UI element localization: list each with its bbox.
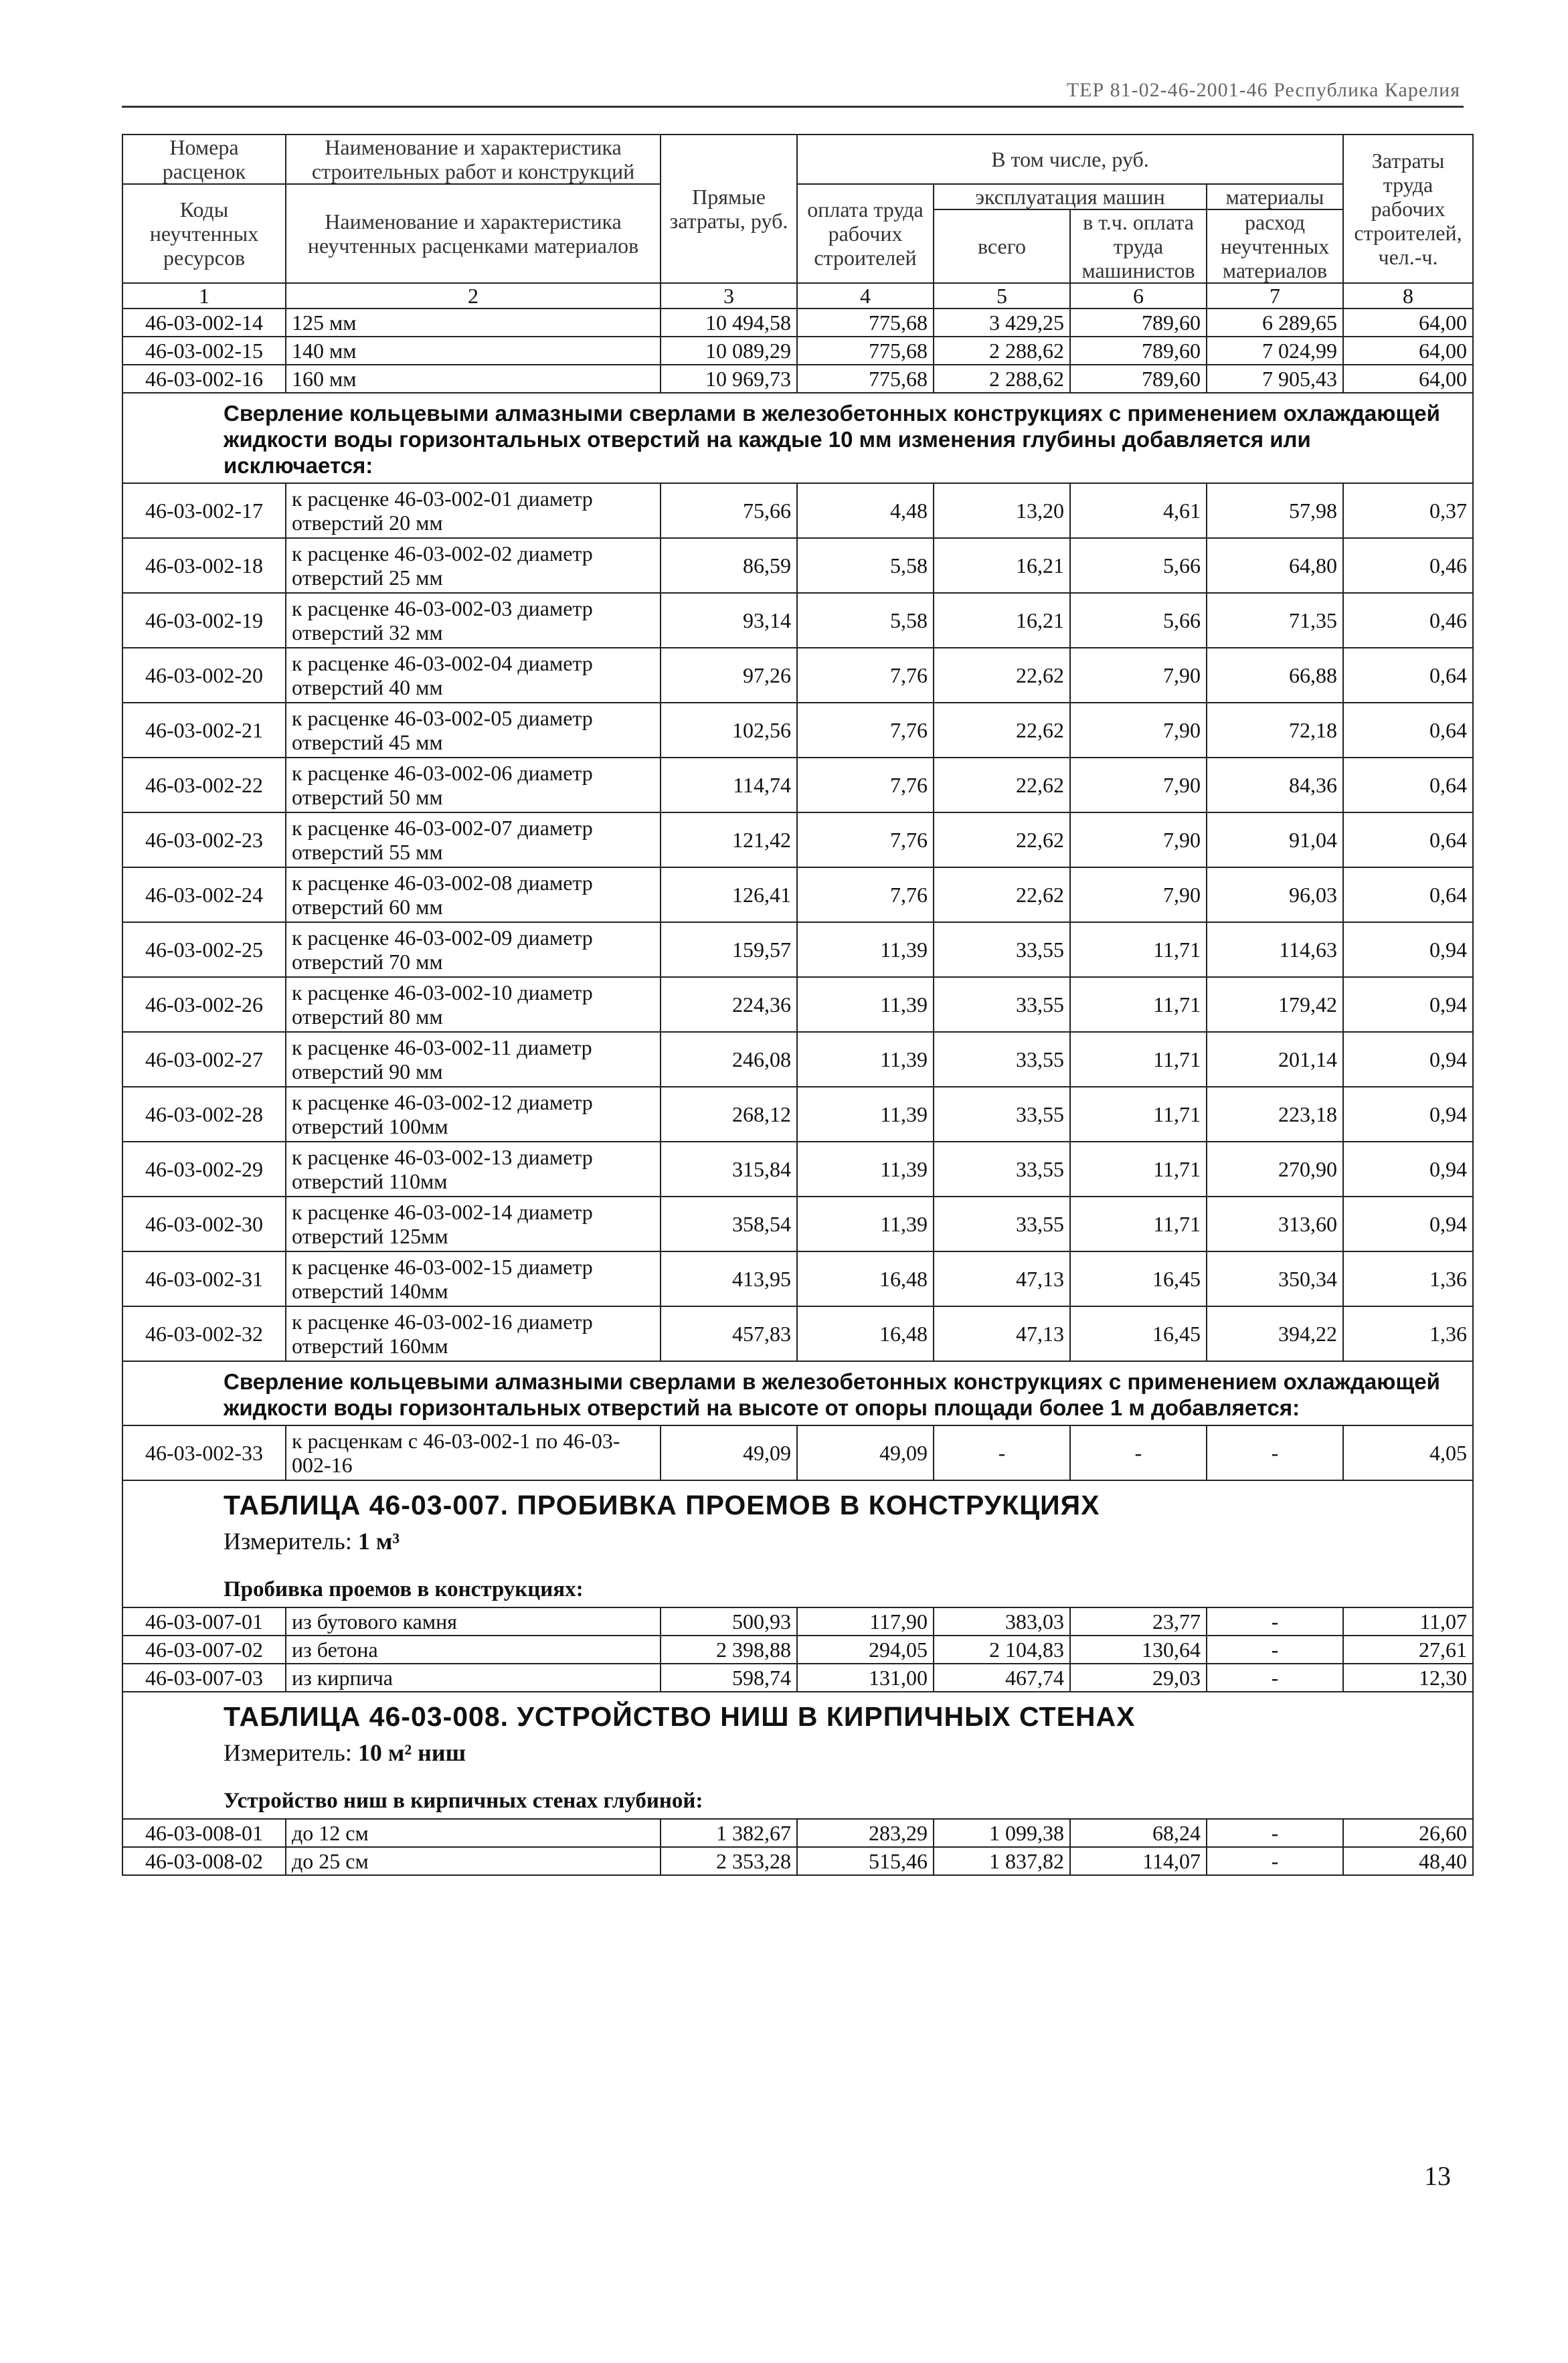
cell-code: 46-03-002-15: [122, 337, 286, 365]
cell-hours: 0,46: [1343, 593, 1473, 648]
cell-mach-labor: 23,77: [1070, 1607, 1207, 1636]
cell-name: к расценкам с 46-03-002-1 по 46-03-002-16: [286, 1425, 661, 1480]
cell-mach: 33,55: [934, 1142, 1070, 1197]
table-7-heading: [122, 1480, 1473, 1607]
cell-direct: 246,08: [661, 1032, 797, 1087]
cell-mat: -: [1207, 1819, 1343, 1847]
cell-name: из бутового камня: [286, 1607, 661, 1636]
table-8-unit: Измеритель: 10 м² ниш: [224, 1739, 466, 1766]
cell-mach: 2 288,62: [934, 337, 1070, 365]
table-row: [122, 922, 1473, 977]
table-row: [122, 309, 1473, 337]
cell-mach: 22,62: [934, 758, 1070, 812]
cell-hours: 0,64: [1343, 758, 1473, 812]
table-row: [122, 1847, 1473, 1875]
cell-labor: 775,68: [797, 309, 934, 337]
cell-labor: 4,48: [797, 483, 934, 538]
cell-direct: 126,41: [661, 867, 797, 922]
cell-mach-labor: 789,60: [1070, 309, 1207, 337]
cell-hours: 0,64: [1343, 867, 1473, 922]
cell-name: к расценке 46-03-002-07 диаметр отверстий 55 мм: [286, 812, 661, 867]
cell-code: 46-03-008-01: [122, 1819, 286, 1847]
cell-mach: 16,21: [934, 593, 1070, 648]
table-row: [122, 1664, 1473, 1692]
cell-mat: 64,80: [1207, 538, 1343, 593]
cell-direct: 268,12: [661, 1087, 797, 1142]
cell-mach: 16,21: [934, 538, 1070, 593]
cell-mat: 114,63: [1207, 922, 1343, 977]
table-8-title: ТАБЛИЦА 46-03-008. УСТРОЙСТВО НИШ В КИРПИЧНЫХ СТЕНАХ: [224, 1701, 1136, 1732]
cell-mach-labor: 130,64: [1070, 1636, 1207, 1664]
cell-mat: -: [1207, 1607, 1343, 1636]
cell-hours: 0,94: [1343, 922, 1473, 977]
cell-name: 160 мм: [286, 365, 661, 393]
cell-mat: 66,88: [1207, 648, 1343, 703]
cell-mach-labor: 7,90: [1070, 867, 1207, 922]
column-number: 6: [1070, 283, 1207, 309]
cell-direct: 457,83: [661, 1306, 797, 1361]
cell-mach-labor: 789,60: [1070, 337, 1207, 365]
cell-code: 46-03-002-16: [122, 365, 286, 393]
cell-hours: 64,00: [1343, 365, 1473, 393]
cell-mach: 2 288,62: [934, 365, 1070, 393]
cell-labor: 11,39: [797, 922, 934, 977]
cell-direct: 86,59: [661, 538, 797, 593]
cell-name: к расценке 46-03-002-15 диаметр отверстий 140мм: [286, 1251, 661, 1306]
cell-mat: 179,42: [1207, 977, 1343, 1032]
cell-mach: 1 099,38: [934, 1819, 1070, 1847]
cell-hours: 0,64: [1343, 703, 1473, 758]
cell-mach: 383,03: [934, 1607, 1070, 1636]
cell-mat: 71,35: [1207, 593, 1343, 648]
cell-mach-labor: 7,90: [1070, 648, 1207, 703]
cell-direct: 315,84: [661, 1142, 797, 1197]
cell-labor: 11,39: [797, 1032, 934, 1087]
cell-hours: 48,40: [1343, 1847, 1473, 1875]
table-row: [122, 1142, 1473, 1197]
table-8-heading: [122, 1692, 1473, 1819]
cell-hours: 0,94: [1343, 1142, 1473, 1197]
cell-code: 46-03-002-26: [122, 977, 286, 1032]
cell-direct: 10 089,29: [661, 337, 797, 365]
column-number: 5: [934, 283, 1070, 309]
column-number: 4: [797, 283, 934, 309]
cell-labor: 7,76: [797, 703, 934, 758]
cell-mat: 57,98: [1207, 483, 1343, 538]
cell-direct: 2 398,88: [661, 1636, 797, 1664]
cell-code: 46-03-002-32: [122, 1306, 286, 1361]
cell-mach: 22,62: [934, 867, 1070, 922]
cell-mach: 33,55: [934, 1032, 1070, 1087]
cell-mach: 22,62: [934, 703, 1070, 758]
cell-direct: 1 382,67: [661, 1819, 797, 1847]
cell-name: к расценке 46-03-002-05 диаметр отверстий 45 мм: [286, 703, 661, 758]
cell-mach-labor: 7,90: [1070, 812, 1207, 867]
table-row: [122, 1087, 1473, 1142]
table-row: [122, 1032, 1473, 1087]
header-labor-hours: Затраты труда рабочих строителей, чел.-ч.: [1343, 135, 1473, 283]
header-machinist-wages: в т.ч. оплата труда машинистов: [1070, 209, 1207, 283]
cell-code: 46-03-002-31: [122, 1251, 286, 1306]
cell-mach-labor: 789,60: [1070, 365, 1207, 393]
cell-labor: 7,76: [797, 648, 934, 703]
cell-hours: 0,94: [1343, 1197, 1473, 1251]
cell-mach: -: [934, 1425, 1070, 1480]
header-unaccounted-materials: расход неучтенных материалов: [1207, 209, 1343, 283]
cell-hours: 1,36: [1343, 1251, 1473, 1306]
cell-labor: 11,39: [797, 1142, 934, 1197]
table-row: [122, 758, 1473, 812]
header-machines: эксплуатация машин: [934, 184, 1207, 209]
cell-code: 46-03-002-25: [122, 922, 286, 977]
cell-code: 46-03-007-02: [122, 1636, 286, 1664]
table-row: [122, 1819, 1473, 1847]
section-heading-height: Сверление кольцевыми алмазными сверлами в железобетонных конструкциях с применением охлаждающей жидкости воды горизонтальных отверстий на высоте от опоры площади более 1 м добавляется:: [122, 1361, 1473, 1425]
cell-mach: 33,55: [934, 1197, 1070, 1251]
cell-hours: 0,94: [1343, 1032, 1473, 1087]
cell-hours: 0,64: [1343, 812, 1473, 867]
cell-code: 46-03-002-17: [122, 483, 286, 538]
cell-name: 125 мм: [286, 309, 661, 337]
cell-code: 46-03-002-29: [122, 1142, 286, 1197]
column-number: 3: [661, 283, 797, 309]
cell-mat: 6 289,65: [1207, 309, 1343, 337]
table-8-subtitle: Устройство ниш в кирпичных стенах глубиной:: [224, 1789, 703, 1813]
cell-code: 46-03-002-19: [122, 593, 286, 648]
cell-code: 46-03-007-01: [122, 1607, 286, 1636]
table-row: [122, 337, 1473, 365]
header-direct-costs: Прямые затраты, руб.: [661, 135, 797, 283]
table-row: [122, 1425, 1473, 1480]
table-row: [122, 538, 1473, 593]
cell-hours: 0,37: [1343, 483, 1473, 538]
cell-code: 46-03-002-30: [122, 1197, 286, 1251]
cell-labor: 5,58: [797, 538, 934, 593]
cell-mat: 91,04: [1207, 812, 1343, 867]
cell-direct: 10 494,58: [661, 309, 797, 337]
cell-mat: 223,18: [1207, 1087, 1343, 1142]
cell-mach: 47,13: [934, 1306, 1070, 1361]
cell-mach: 467,74: [934, 1664, 1070, 1692]
cell-mat: -: [1207, 1847, 1343, 1875]
cell-code: 46-03-002-21: [122, 703, 286, 758]
header-codes-top: Номера расценок: [122, 135, 286, 184]
cell-labor: 16,48: [797, 1306, 934, 1361]
cell-name: к расценке 46-03-002-01 диаметр отверстий 20 мм: [286, 483, 661, 538]
cell-direct: 102,56: [661, 703, 797, 758]
cell-labor: 775,68: [797, 365, 934, 393]
cell-direct: 500,93: [661, 1607, 797, 1636]
cell-hours: 0,94: [1343, 1087, 1473, 1142]
cell-mach: 47,13: [934, 1251, 1070, 1306]
cell-name: к расценке 46-03-002-14 диаметр отверстий 125мм: [286, 1197, 661, 1251]
table-row: [122, 812, 1473, 867]
table-row: [122, 703, 1473, 758]
cell-direct: 2 353,28: [661, 1847, 797, 1875]
cell-mach-labor: 11,71: [1070, 1032, 1207, 1087]
column-number: 1: [122, 283, 286, 309]
cell-labor: 7,76: [797, 812, 934, 867]
section-heading-depth: Сверление кольцевыми алмазными сверлами в железобетонных конструкциях с применением охлаждающей жидкости воды горизонтальных отверстий на каждые 10 мм изменения глубины добавляется или исключается:: [122, 393, 1473, 483]
cell-mach: 22,62: [934, 812, 1070, 867]
table-row: [122, 483, 1473, 538]
cell-mat: 96,03: [1207, 867, 1343, 922]
cell-code: 46-03-008-02: [122, 1847, 286, 1875]
cell-labor: 283,29: [797, 1819, 934, 1847]
table-row: [122, 1197, 1473, 1251]
cell-mach-labor: 29,03: [1070, 1664, 1207, 1692]
cell-mat: 350,34: [1207, 1251, 1343, 1306]
cell-mach: 2 104,83: [934, 1636, 1070, 1664]
cell-mat: 7 905,43: [1207, 365, 1343, 393]
cell-mat: -: [1207, 1636, 1343, 1664]
cell-code: 46-03-002-14: [122, 309, 286, 337]
cell-mach: 22,62: [934, 648, 1070, 703]
cell-name: из бетона: [286, 1636, 661, 1664]
cell-code: 46-03-002-28: [122, 1087, 286, 1142]
cell-mach-labor: 5,66: [1070, 593, 1207, 648]
header-labor-wages: оплата труда рабочих строителей: [797, 184, 934, 283]
cell-mat: 313,60: [1207, 1197, 1343, 1251]
cell-labor: 5,58: [797, 593, 934, 648]
cell-direct: 10 969,73: [661, 365, 797, 393]
cell-direct: 49,09: [661, 1425, 797, 1480]
cell-mach-labor: 16,45: [1070, 1251, 1207, 1306]
cell-hours: 64,00: [1343, 309, 1473, 337]
cell-direct: 114,74: [661, 758, 797, 812]
cell-mat: 84,36: [1207, 758, 1343, 812]
cell-labor: 294,05: [797, 1636, 934, 1664]
table-7-unit: Измеритель: 1 м³: [224, 1528, 400, 1555]
column-number: 2: [286, 283, 661, 309]
cell-mach-labor: -: [1070, 1425, 1207, 1480]
cell-direct: 93,14: [661, 593, 797, 648]
page-number: 13: [1424, 2161, 1451, 2191]
cell-mat: 7 024,99: [1207, 337, 1343, 365]
table-row: [122, 1607, 1473, 1636]
cell-hours: 27,61: [1343, 1636, 1473, 1664]
cell-mach-labor: 16,45: [1070, 1306, 1207, 1361]
cell-mach: 3 429,25: [934, 309, 1070, 337]
cell-hours: 0,46: [1343, 538, 1473, 593]
cell-code: 46-03-002-22: [122, 758, 286, 812]
table-row: [122, 593, 1473, 648]
header-codes-bottom: Коды неучтенных ресурсов: [122, 184, 286, 283]
cell-code: 46-03-002-27: [122, 1032, 286, 1087]
cell-hours: 0,94: [1343, 977, 1473, 1032]
cell-mat: 270,90: [1207, 1142, 1343, 1197]
cell-name: к расценке 46-03-002-16 диаметр отверстий 160мм: [286, 1306, 661, 1361]
cell-direct: 358,54: [661, 1197, 797, 1251]
cell-name: к расценке 46-03-002-08 диаметр отверстий 60 мм: [286, 867, 661, 922]
cell-mach-labor: 7,90: [1070, 758, 1207, 812]
cell-labor: 7,76: [797, 758, 934, 812]
cell-direct: 121,42: [661, 812, 797, 867]
table-row: [122, 1306, 1473, 1361]
cell-mach-labor: 5,66: [1070, 538, 1207, 593]
cell-labor: 11,39: [797, 1197, 934, 1251]
header-materials: материалы: [1207, 184, 1343, 209]
cell-code: 46-03-002-24: [122, 867, 286, 922]
cell-mat: 72,18: [1207, 703, 1343, 758]
cell-labor: 11,39: [797, 977, 934, 1032]
table-row: [122, 1636, 1473, 1664]
cell-name: 140 мм: [286, 337, 661, 365]
cell-code: 46-03-007-03: [122, 1664, 286, 1692]
column-numbers-row: [122, 283, 1473, 309]
cell-mach-labor: 11,71: [1070, 1142, 1207, 1197]
cell-hours: 1,36: [1343, 1306, 1473, 1361]
cell-direct: 75,66: [661, 483, 797, 538]
cell-hours: 64,00: [1343, 337, 1473, 365]
cell-mach-labor: 4,61: [1070, 483, 1207, 538]
cell-mat: 394,22: [1207, 1306, 1343, 1361]
cell-hours: 12,30: [1343, 1664, 1473, 1692]
header-including: В том числе, руб.: [797, 135, 1343, 184]
cell-code: 46-03-002-18: [122, 538, 286, 593]
cell-labor: 131,00: [797, 1664, 934, 1692]
table-row: [122, 365, 1473, 393]
cell-code: 46-03-002-33: [122, 1425, 286, 1480]
cell-hours: 26,60: [1343, 1819, 1473, 1847]
cell-name: к расценке 46-03-002-06 диаметр отверстий 50 мм: [286, 758, 661, 812]
cell-mach: 1 837,82: [934, 1847, 1070, 1875]
header-machines-total: всего: [934, 209, 1070, 283]
cell-mach: 33,55: [934, 922, 1070, 977]
cell-name: к расценке 46-03-002-09 диаметр отверстий 70 мм: [286, 922, 661, 977]
header-name-bottom: Наименование и характеристика неучтенных расценками материалов: [286, 184, 661, 283]
cell-hours: 11,07: [1343, 1607, 1473, 1636]
cell-name: к расценке 46-03-002-03 диаметр отверстий 32 мм: [286, 593, 661, 648]
cell-mach-labor: 11,71: [1070, 1197, 1207, 1251]
cell-labor: 16,48: [797, 1251, 934, 1306]
table-row: [122, 648, 1473, 703]
cell-mach: 13,20: [934, 483, 1070, 538]
cell-name: из кирпича: [286, 1664, 661, 1692]
cell-labor: 11,39: [797, 1087, 934, 1142]
cell-direct: 413,95: [661, 1251, 797, 1306]
cell-name: к расценке 46-03-002-04 диаметр отверстий 40 мм: [286, 648, 661, 703]
cell-direct: 159,57: [661, 922, 797, 977]
header-name-top: Наименование и характеристика строительных работ и конструкций: [286, 135, 661, 184]
cell-direct: 224,36: [661, 977, 797, 1032]
cell-labor: 49,09: [797, 1425, 934, 1480]
cell-direct: 598,74: [661, 1664, 797, 1692]
cell-name: к расценке 46-03-002-13 диаметр отверстий 110мм: [286, 1142, 661, 1197]
cell-mach-labor: 114,07: [1070, 1847, 1207, 1875]
cell-direct: 97,26: [661, 648, 797, 703]
cell-mach-labor: 11,71: [1070, 977, 1207, 1032]
cell-mach-labor: 11,71: [1070, 1087, 1207, 1142]
table-7-subtitle: Пробивка проемов в конструкциях:: [224, 1577, 584, 1601]
cell-labor: 775,68: [797, 337, 934, 365]
table-row: [122, 1251, 1473, 1306]
cell-hours: 0,64: [1343, 648, 1473, 703]
column-number: 7: [1207, 283, 1343, 309]
table-row: [122, 867, 1473, 922]
cell-labor: 117,90: [797, 1607, 934, 1636]
cell-labor: 515,46: [797, 1847, 934, 1875]
cell-mat: -: [1207, 1664, 1343, 1692]
cell-mach-labor: 68,24: [1070, 1819, 1207, 1847]
column-number: 8: [1343, 283, 1473, 309]
cell-mach-labor: 11,71: [1070, 922, 1207, 977]
table-row: [122, 977, 1473, 1032]
price-table: [122, 134, 1474, 1876]
cell-name: до 12 см: [286, 1819, 661, 1847]
cell-name: к расценке 46-03-002-12 диаметр отверстий 100мм: [286, 1087, 661, 1142]
header-rule: [122, 106, 1464, 108]
cell-hours: 4,05: [1343, 1425, 1473, 1480]
cell-name: к расценке 46-03-002-10 диаметр отверстий 80 мм: [286, 977, 661, 1032]
cell-mach: 33,55: [934, 977, 1070, 1032]
document-header: ТЕР 81-02-46-2001-46 Республика Карелия: [1066, 79, 1460, 101]
cell-code: 46-03-002-20: [122, 648, 286, 703]
cell-labor: 7,76: [797, 867, 934, 922]
cell-mat: 201,14: [1207, 1032, 1343, 1087]
cell-mat: -: [1207, 1425, 1343, 1480]
cell-mach: 33,55: [934, 1087, 1070, 1142]
cell-name: до 25 см: [286, 1847, 661, 1875]
cell-code: 46-03-002-23: [122, 812, 286, 867]
cell-mach-labor: 7,90: [1070, 703, 1207, 758]
cell-name: к расценке 46-03-002-11 диаметр отверстий 90 мм: [286, 1032, 661, 1087]
table-7-title: ТАБЛИЦА 46-03-007. ПРОБИВКА ПРОЕМОВ В КОНСТРУКЦИЯХ: [224, 1490, 1100, 1520]
cell-name: к расценке 46-03-002-02 диаметр отверстий 25 мм: [286, 538, 661, 593]
